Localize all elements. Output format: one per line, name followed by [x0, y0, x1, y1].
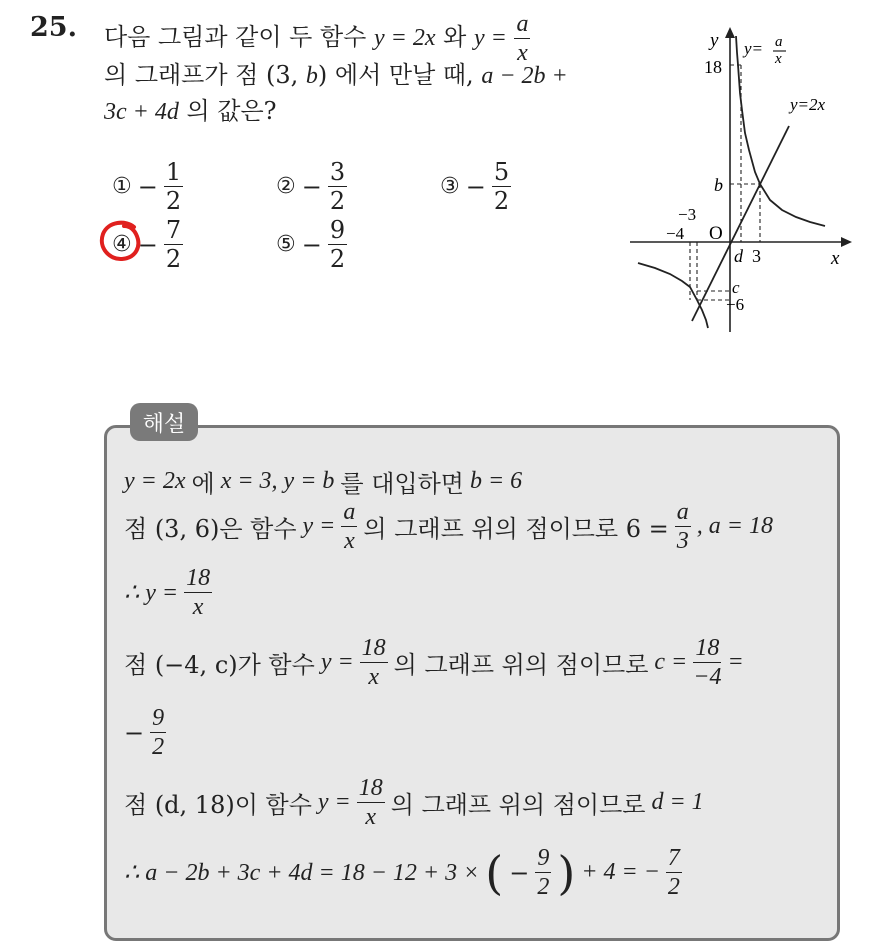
numerator: 9	[152, 705, 165, 731]
question-number: 25.	[30, 12, 77, 43]
numerator: 18	[358, 775, 383, 801]
equation: y =	[317, 789, 351, 815]
tick-c: c	[732, 278, 740, 297]
tick-neg4: −4	[666, 224, 685, 243]
explanation-tab: 해설	[130, 403, 198, 441]
denominator: x	[192, 594, 204, 620]
choice-mark: ④	[112, 232, 132, 257]
equation: y =	[473, 25, 507, 51]
function-graph	[626, 22, 856, 334]
fraction	[357, 776, 385, 829]
equation: y =	[302, 513, 336, 539]
explanation-line-3	[124, 566, 212, 619]
right-paren: )	[557, 845, 576, 900]
equation: c =	[654, 649, 688, 675]
fraction	[184, 566, 212, 619]
guide-lines	[690, 65, 760, 300]
fraction	[341, 500, 357, 553]
numerator: 1	[165, 158, 182, 186]
question-line-1	[104, 12, 530, 65]
choice-mark: ①	[112, 174, 132, 199]
question-line-2	[104, 63, 568, 88]
choice-fraction	[328, 160, 347, 213]
choice-fraction	[164, 218, 183, 271]
fraction	[150, 706, 166, 759]
equation: ∴ y =	[124, 580, 179, 606]
numerator: 18	[186, 565, 211, 591]
fraction	[666, 846, 682, 899]
denominator: x	[344, 528, 355, 554]
curve-label-denominator: x	[775, 51, 782, 67]
equation: , a = 18	[696, 513, 773, 539]
equation: x = 3, y = b	[220, 468, 335, 494]
denominator: 2	[667, 874, 680, 900]
equation: y = 2x	[373, 25, 436, 51]
choice-sign: −	[137, 230, 158, 259]
equation: y =	[320, 649, 354, 675]
x-axis-arrow-icon	[841, 237, 852, 247]
text: 점 (d, 18)이 함수	[124, 791, 312, 819]
origin-label: O	[709, 223, 723, 244]
choice-mark: ②	[276, 174, 296, 199]
denominator: x	[368, 664, 379, 690]
choice-1[interactable]	[112, 160, 183, 213]
text: 를 대입하면	[340, 470, 464, 498]
numerator: 9	[537, 845, 550, 871]
y-axis-arrow-icon	[725, 27, 735, 38]
numerator: 3	[329, 158, 346, 186]
expression: 3c + 4d	[104, 99, 179, 125]
curve-label-prefix: y=	[744, 39, 764, 58]
curve-label	[742, 34, 786, 67]
denominator: x	[517, 40, 528, 66]
text: 점 (−4, c)가 함수	[124, 651, 315, 679]
explanation-line-7	[124, 846, 682, 899]
tick-b: b	[714, 175, 723, 195]
numerator: 7	[667, 845, 680, 871]
fraction	[535, 846, 551, 899]
tick-d: d	[734, 246, 743, 266]
choice-sign: −	[465, 172, 486, 201]
equation: d = 1	[651, 789, 704, 815]
explanation-line-1	[124, 464, 522, 499]
expression: a − 2b +	[481, 63, 568, 89]
fraction	[675, 500, 691, 553]
left-paren: (	[485, 845, 504, 900]
question-text: 와	[435, 23, 474, 51]
choice-mark: ③	[440, 174, 460, 199]
sign: −	[509, 858, 530, 887]
numerator: 9	[329, 216, 346, 244]
equation: ∴ a − 2b + 3c + 4d = 18 − 12 + 3 ×	[124, 860, 480, 886]
equation: =	[727, 649, 744, 675]
x-axis-label: x	[831, 248, 840, 269]
numerator: a	[676, 499, 689, 525]
tick-neg3: −3	[678, 205, 697, 224]
explanation-line-5	[124, 706, 166, 759]
numerator: a	[343, 499, 356, 525]
denominator: 2	[165, 245, 182, 273]
text: 에	[191, 470, 215, 498]
line-y-2x	[692, 126, 789, 321]
numerator: 7	[165, 216, 182, 244]
fraction	[514, 12, 530, 65]
equation: b = 6	[469, 468, 523, 494]
fraction	[360, 636, 388, 689]
choice-sign: −	[301, 172, 322, 201]
question-text: 의 그래프가 점 (3,	[104, 61, 306, 89]
choice-sign: −	[301, 230, 322, 259]
denominator: 2	[329, 187, 346, 215]
tick-3: 3	[752, 246, 761, 266]
sign: −	[124, 718, 145, 747]
line-label: y=2x	[790, 95, 826, 114]
numerator: 18	[361, 635, 386, 661]
choice-fraction	[164, 160, 183, 213]
variable: b	[305, 63, 318, 89]
explanation-line-4	[124, 636, 744, 689]
denominator: −4	[693, 664, 722, 690]
choice-fraction	[492, 160, 511, 213]
choice-mark: ⑤	[276, 232, 296, 257]
question-text: 의 값은?	[178, 97, 277, 125]
denominator: x	[365, 804, 377, 830]
curve-label-numerator: a	[775, 34, 783, 50]
numerator: 5	[493, 158, 510, 186]
choice-fraction	[328, 218, 347, 271]
denominator: 2	[329, 245, 346, 273]
fraction	[693, 636, 721, 689]
text: 의 그래프 위의 점이므로 6 =	[363, 515, 669, 543]
text: 의 그래프 위의 점이므로	[393, 651, 649, 679]
answer-circle-mark	[98, 218, 144, 264]
tick-neg6: −6	[726, 295, 745, 314]
explanation-line-2	[124, 500, 773, 553]
choice-5[interactable]	[276, 218, 347, 271]
equation: y = 2x	[124, 468, 186, 494]
denominator: 2	[537, 874, 550, 900]
question-text: 다음 그림과 같이 두 함수	[104, 23, 374, 51]
text: 의 그래프 위의 점이므로	[390, 791, 646, 819]
choice-sign: −	[137, 172, 158, 201]
numerator: a	[516, 11, 529, 37]
question-text: ) 에서 만날 때,	[317, 61, 482, 89]
y-axis-label: y	[710, 30, 719, 51]
denominator: 2	[152, 734, 165, 760]
choice-3[interactable]	[440, 160, 511, 213]
numerator: 18	[695, 635, 720, 661]
denominator: 2	[493, 187, 510, 215]
choice-2[interactable]	[276, 160, 347, 213]
explanation-line-6	[124, 776, 704, 829]
question-line-3	[104, 99, 277, 124]
denominator: 3	[676, 528, 689, 554]
tick-18: 18	[704, 57, 722, 77]
text: 점 (3, 6)은 함수	[124, 515, 297, 543]
equation: + 4 = −	[581, 859, 660, 885]
denominator: 2	[165, 187, 182, 215]
